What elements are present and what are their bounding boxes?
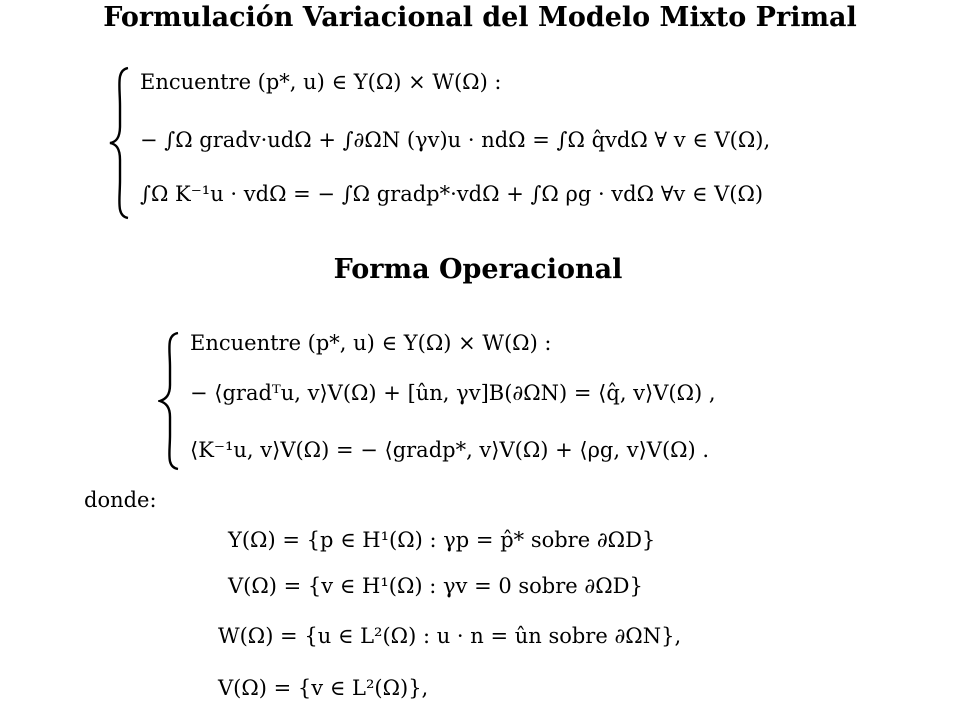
system2-row2: − ⟨gradᵀu, v⟩V(Ω) + [ûn, γv]B(∂ΩN) = ⟨q̂, v⟩V(Ω) ,: [190, 381, 716, 405]
def-V-L2: V(Ω) = {v ∈ L²(Ω)},: [218, 676, 429, 700]
system1-row2: − ∫Ω gradv·udΩ + ∫∂ΩN (γv)u · ndΩ = ∫Ω q̂vdΩ ∀ v ∈ V(Ω),: [140, 128, 771, 152]
section-title: Forma Operacional: [333, 254, 623, 285]
page-title: Formulación Variacional del Modelo Mixto Primal: [103, 2, 857, 33]
left-brace: [158, 331, 182, 471]
system2-row3: ⟨K⁻¹u, v⟩V(Ω) = − ⟨gradp*, v⟩V(Ω) + ⟨ρg, v⟩V(Ω) .: [190, 438, 710, 462]
system1-row1: Encuentre (p*, u) ∈ Y(Ω) × W(Ω) :: [140, 70, 502, 94]
def-Y: Y(Ω) = {p ∈ H¹(Ω) : γp = p̂* sobre ∂ΩD}: [228, 528, 656, 552]
donde-label: donde:: [84, 488, 157, 512]
left-brace: [108, 66, 132, 220]
def-W: W(Ω) = {u ∈ L²(Ω) : u · n = ûn sobre ∂ΩN},: [218, 624, 682, 648]
def-V-H1: V(Ω) = {v ∈ H¹(Ω) : γv = 0 sobre ∂ΩD}: [228, 574, 643, 598]
system2-row1: Encuentre (p*, u) ∈ Y(Ω) × W(Ω) :: [190, 331, 552, 355]
system1-row3: ∫Ω K⁻¹u · vdΩ = − ∫Ω gradp*·vdΩ + ∫Ω ρg · vdΩ ∀v ∈ V(Ω): [140, 182, 764, 206]
